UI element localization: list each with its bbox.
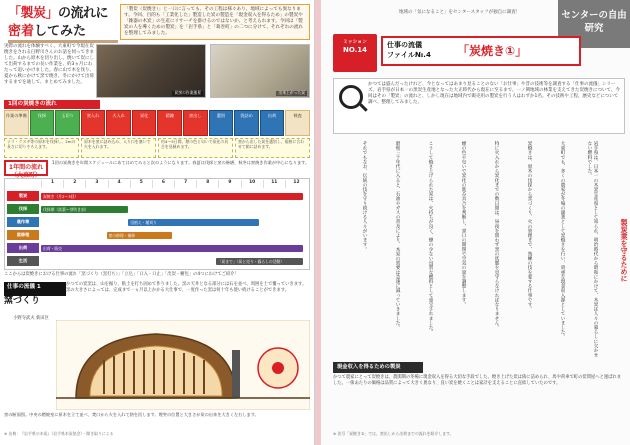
month-cell: 4 [108, 180, 130, 188]
month-cell: 10 [241, 180, 263, 188]
right-footer: ※ 次号「炭焼き②」では、窯出しから出荷までの流れを紹介します。 [333, 431, 454, 436]
flow-note: 原木を窯に詰め込み、入り口を塞いで火を入れます。 [81, 138, 156, 158]
section-one-cycle: 1回の炭焼きの流れ [4, 100, 100, 109]
top-note: 地域の「気になること」をセンタースタッフが独自に調査！ [399, 10, 521, 15]
month-cell: 12 [285, 180, 307, 188]
schedule-row-label: 製炭 [7, 191, 39, 201]
job-place: 小野寺武夫 新田区 [13, 316, 49, 321]
file-main-title: 「炭焼き①」 [457, 44, 528, 58]
vertical-text-column: こうして焼き上げられた炭は、火持ちが良く、煙の少ない良質な燃料として重宝されました。 [428, 141, 433, 335]
month-header [41, 180, 307, 188]
schedule-row-label: 伐採 [7, 204, 39, 214]
mission-label: ミッション [343, 40, 367, 45]
lede-text: かつては盛んだったけれど、今となってはあまり見ることのない「お仕事」や昔の技術等を調査する「仕事の流儀」シリーズ。岩手県が日本一の黒炭生産地となった大正時代から現在に至るまで、一ノ関地域の林業を支えてきた炭焼きについて、今回はその「製炭」の流れと、しかし現在は地域内で販売用の製炭を行う人はわずか1名。その技術や工程、歴史などについて調べ、整理してみました。 [368, 82, 620, 106]
intro-box: 「製炭（炭焼き）」と一口に言っても、その工程は様々あり、地域によっても異なります。今回、目的も「工業化した」製造した炭の製造を「現金収入を得るため」の製炭や「雑器の木炭」の生産にリサーチを掛けるのではないか、と考えられます。今回は「製炭の人を導くための製炭」を「岩手県」と「葛巻町」の二つに分けて、それぞれの流れを整理してみました。 [120, 4, 310, 40]
schedule-bar: 窯の修理・補修 [107, 232, 173, 239]
schedule-row [7, 243, 307, 253]
month-cell: 7 [174, 180, 196, 188]
schedule-bar: 出荷・販売 [41, 245, 303, 252]
left-title [4, 4, 118, 44]
job-badge: 仕事の流儀 1 [4, 282, 66, 296]
title-red-1: 「製炭」 [8, 6, 59, 21]
flow-step: 伐採 [30, 110, 55, 136]
mission-number: NO.14 [342, 45, 368, 54]
year-schedule [4, 178, 310, 270]
month-cell: 5 [130, 180, 152, 188]
page-gutter [315, 0, 321, 445]
flow-step: 玉切り [55, 110, 80, 136]
year-text: 1回の炭焼きを年間スケジュールにあてはめてみると次のようになります。春夏は伐採と窯の修繕、秋冬は窯焼き作業が中心になります。 [52, 160, 310, 165]
file-line-1: 仕事の流儀 [387, 41, 422, 49]
month-cell: 8 [196, 180, 218, 188]
month-cell: 1 [41, 180, 63, 188]
month-cell: 2 [63, 180, 85, 188]
schedule-bar: 炭焼き（月2〜3回） [41, 193, 303, 200]
flow-step: 作業の準備 [4, 110, 29, 136]
schedule-row-label: 窯修理 [7, 230, 39, 240]
schedule-row [7, 204, 307, 214]
file-line-2: ファイル№.4 [387, 51, 431, 59]
flow-step: 炭化 [132, 110, 157, 136]
schedule-row-label: 出荷 [7, 243, 39, 253]
flow-step: 袋詰め [234, 110, 259, 136]
right-page [315, 0, 630, 445]
title-rest-1: の流れに [58, 6, 109, 21]
flow-step: 火入れ [106, 110, 131, 136]
vertical-text-column: 炭焼きは、原木の伐採から窯づくり、火の管理まで、熟練の技を要する仕事です。 [527, 141, 532, 312]
schedule-row [7, 217, 307, 227]
photo-caption: 炭窯の作業風景 [174, 90, 201, 96]
month-cell: 11 [263, 180, 285, 188]
note-line: ここからは炭焼きにおける仕事の流れ「窯づくり（窯打ち）」「立込」「口入・口止」「出炭・梱包」の4つにわけてご紹介！ [4, 272, 239, 277]
title-rest-2: してみた [34, 24, 87, 39]
flow-step: 選別 [209, 110, 234, 136]
vertical-text-column: 特に火入れから炭化までの数日間は、昼夜を問わず窯の状態を見守らなければなりません。 [494, 141, 499, 330]
kiln-plan-center [272, 362, 284, 374]
flow-step: 検査 [285, 110, 310, 136]
vertical-text-column: 昭和三十年代に入ると、石油やガスの普及により、木炭の需要は急速に減っていきました。 [395, 141, 400, 330]
vertical-text-column: 岩手県は、日本一の木炭生産県として知られ、明治時代から昭和にかけて、木炭は人々の暮らしに欠かせない燃料でした。 [586, 141, 598, 358]
schedule-bar: 伐採期（落葉〜芽吹き前） [41, 206, 128, 213]
flow-step: 精錬 [157, 110, 182, 136]
job-title: 窯づくり [4, 296, 41, 306]
flow-step: 窯出し [183, 110, 208, 136]
file-title [381, 36, 581, 66]
flow-steps [4, 110, 310, 136]
vertical-text-column: それでもなお、伝統の技を守り続ける人々がいます。 [362, 141, 367, 252]
left-footer: ※ 出典：『岩手県の木炭』（岩手県木炭協会）・聞き取りによる [4, 431, 114, 436]
income-text: かつて農家にとって炭焼きは、農閑期の冬場に現金収入を得る大切な手段でした。焼き上げた炭は俵に詰められ、馬や荷車で町の炭問屋へと運ばれました。一俵あたりの価格は品質によって大きく異なり、良い炭を焼くことは家計を支えることに直結していたのです。 [333, 375, 622, 386]
month-cell: 6 [152, 180, 174, 188]
charcoal-photo [210, 44, 310, 98]
flow-notes [4, 138, 310, 158]
flow-step: 出荷 [260, 110, 285, 136]
mission-badge [333, 34, 377, 72]
schedule-row [7, 191, 307, 201]
kiln-diagram [56, 320, 310, 410]
vertical-text-column: 大東町でも、多くの農家が冬場の副業として炭焼きを行い、貴重な現金収入源としていました。 [560, 141, 565, 339]
title-red-2: 密着 [8, 24, 35, 39]
left-body-text: 実際の流れを体験すべく、大東町で今現在炭焼きをされる臼野川さんのお話を伺ってきました。山から原木を切り出し、焼いて炭にして出荷するまでの長い作業を、約3ヵ月にわたって追いかけました。春に山で木を伐り、夏から秋にかけて窯で焼き、冬にかけて出荷するまでを通して、まとめてみました。 [4, 44, 94, 85]
title-line-1 [8, 6, 108, 22]
flow-note: ナラ・クヌギ等の原木を伐採し、2mの長さに切りそろえます。 [4, 138, 79, 158]
magnifier-icon [339, 85, 363, 109]
income-heading: 現金収入を得るための製炭 [333, 362, 423, 373]
schedule-row-label: 生活 [7, 256, 39, 266]
photo-caption: 出来上がった炭 [278, 90, 305, 96]
month-cell: 9 [218, 180, 240, 188]
side-title: 製炭業を守るために [620, 218, 628, 282]
job-text: かつての炭窯は、山を掘り、粘土を打ち固めて作りました。窯の天井となる部分には石を並べ、周囲を土で覆っていきます。窯の大きさによっては、完成まで一ヵ月以上かかる大仕事で、一度作った窯は何十年も使い続けることができます。 [66, 282, 307, 293]
flow-note: 窯から出した炭を選別し、規格に合わせて箱に詰めます。 [235, 138, 310, 158]
flow-note: 約4〜5日間、煙の色と匂いで炭化の具合を見極めます。 [158, 138, 233, 158]
lede-box [333, 78, 625, 134]
chimney [232, 350, 240, 398]
flow-step: 窯入れ [81, 110, 106, 136]
schedule-bar: 田植え・稲刈り [128, 219, 259, 226]
center-title: センターの自由研究 [558, 0, 630, 48]
schedule-row [7, 230, 307, 240]
title-line-2 [8, 24, 86, 40]
title-underline [8, 40, 118, 43]
diagram-caption: 窯の断面図。中央の燃焼室に原木を立て並べ、焚口から火を入れて熱を回します。煙突の位置と大きさが炭の出来を大きく左右します。 [4, 412, 259, 417]
month-cell: 3 [85, 180, 107, 188]
year-label: 1年間の流れ（大東町） [4, 160, 48, 176]
vertical-text-column: 煙の色や匂いで炭化の進み具合を判断し、窯口の開閉で空気の量を調整します。 [461, 141, 466, 307]
schedule-bar: 「炭まで」（炭と売り・暮らしの活動） [216, 258, 303, 265]
schedule-row [7, 256, 307, 266]
kiln-photo [96, 44, 206, 98]
schedule-row-label: 農作業 [7, 217, 39, 227]
